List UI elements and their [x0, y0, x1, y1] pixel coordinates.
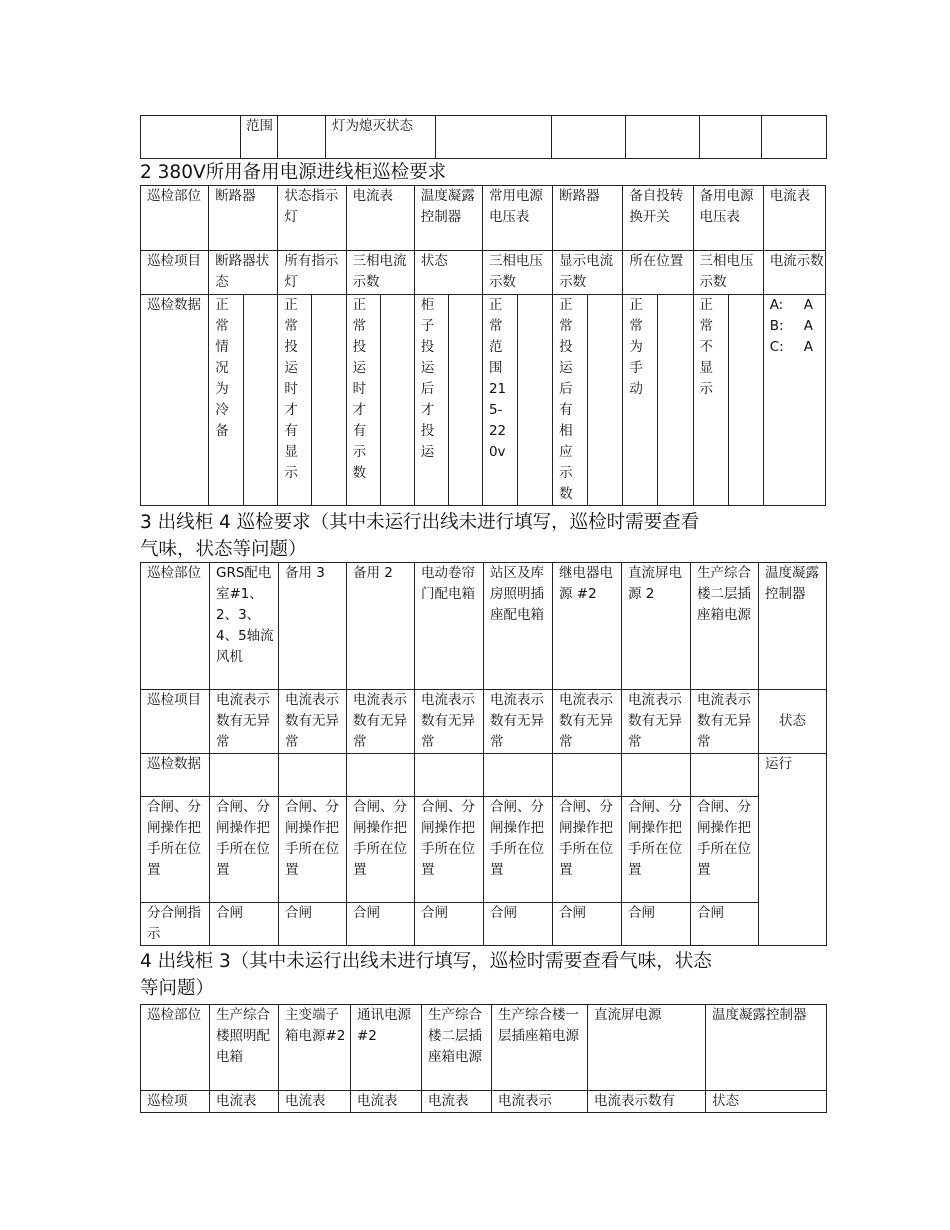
table-cell: 电流表示数有无异常: [347, 690, 415, 754]
section-2-heading: 2 380V所用备用电源进线柜巡检要求: [140, 162, 447, 183]
table-cell: [518, 295, 553, 506]
table-cell: 断路器: [209, 186, 278, 251]
section-4-table: [140, 1004, 827, 1113]
table-cell: [448, 295, 482, 506]
row-label: 巡检部位: [141, 1005, 210, 1091]
table-cell: 电流表: [422, 1091, 492, 1113]
table-cell: [691, 754, 759, 797]
row-label: 巡检项目: [141, 251, 209, 295]
table-cell: 状态: [706, 1091, 827, 1113]
table-cell: 电流表: [351, 1091, 422, 1113]
table-cell: 正常情况为冷备: [209, 295, 244, 506]
table-cell: 合闸: [622, 903, 691, 946]
table-cell: 电流表: [279, 1091, 351, 1113]
phase-c-row: C: A: [769, 339, 813, 355]
table-cell: 柜子投运后才投运: [414, 295, 448, 506]
table-cell: 所有指示灯: [278, 251, 346, 295]
table-cell: 备用 3: [279, 563, 347, 690]
table-cell: 电流表示数有无异常: [279, 690, 347, 754]
section-3-heading-line2: 气味，状态等问题）: [140, 539, 307, 560]
table-cell: 直流屏电源 2: [622, 563, 691, 690]
section-4-heading-line2: 等问题）: [140, 978, 215, 999]
table-cell: 电流表示: [492, 1091, 588, 1113]
table-cell: 合闸: [210, 903, 279, 946]
table-cell: 正常不显示: [693, 295, 728, 506]
table-cell: 状态: [759, 690, 827, 754]
table-cell: 合闸、分闸操作把手所在位置: [553, 797, 622, 903]
section-3-heading-line1: 3 出线柜 4 巡检要求（其中未运行出线未进行填写，巡检时需要查看: [140, 512, 700, 533]
table-cell: [244, 295, 278, 506]
phase-b-row: B: A: [769, 318, 813, 334]
table-cell: 合闸: [347, 903, 415, 946]
phase-a-row: A: A: [769, 297, 813, 313]
table-cell: 范围: [241, 116, 278, 159]
table-cell: 正常范围215-220v: [482, 295, 517, 506]
table-cell: [380, 295, 414, 506]
table-cell: 通讯电源 #2: [351, 1005, 422, 1091]
table-cell: 备自投转换开关: [623, 186, 693, 251]
row-label: 巡检部位: [141, 563, 210, 690]
phase-current-cell: [763, 295, 825, 506]
table-cell: [278, 116, 326, 159]
table-cell: 生产综合楼一层插座箱电源: [492, 1005, 588, 1091]
table-cell: 电流表: [763, 186, 825, 251]
table-cell: 正常投运后有相应示数: [553, 295, 588, 506]
table-cell: 合闸: [553, 903, 622, 946]
table-cell: 断路器: [553, 186, 623, 251]
table-cell: [552, 116, 626, 159]
table-cell: [415, 754, 484, 797]
table-cell: 显示电流示数: [553, 251, 623, 295]
table-cell: 正常为手动: [623, 295, 658, 506]
table-cell: 合闸、分闸操作把手所在位置: [622, 797, 691, 903]
table-cell: 断路器状态: [209, 251, 278, 295]
table-cell: 电流表示数有无异常: [622, 690, 691, 754]
row-label: 巡检项: [141, 1091, 210, 1113]
table-cell: 合闸: [691, 903, 759, 946]
section-4-heading-line1: 4 出线柜 3（其中未运行出线未进行填写，巡检时需要查看气味，状态: [140, 951, 712, 972]
table-cell: [484, 754, 553, 797]
table-cell: 电流表示数有无异常: [415, 690, 484, 754]
table-cell: [626, 116, 700, 159]
table-cell: 电流表示数有无异常: [691, 690, 759, 754]
table-cell: 电流表: [210, 1091, 279, 1113]
section-3-table: [140, 562, 827, 946]
table-cell: 所在位置: [623, 251, 693, 295]
table-cell: [210, 754, 279, 797]
table-cell: [347, 754, 415, 797]
table-cell: 合闸: [484, 903, 553, 946]
table-cell: 合闸、分闸操作把手所在位置: [484, 797, 553, 903]
table-cell: [622, 754, 691, 797]
table-cell: 合闸: [279, 903, 347, 946]
row-label: 分合闸指示: [141, 903, 210, 946]
table-cell: 正常投运时才有显示: [278, 295, 312, 506]
table-cell: [436, 116, 552, 159]
table-cell: 三相电流示数: [346, 251, 414, 295]
table-cell: 电流表: [346, 186, 414, 251]
table-cell: 温度凝露控制器: [759, 563, 827, 690]
table-cell: 电动卷帘门配电箱: [415, 563, 484, 690]
section-2-table: [140, 185, 826, 506]
table-cell: 温度凝露控制器: [414, 186, 482, 251]
table-cell: 生产综合楼照明配电箱: [210, 1005, 279, 1091]
table-cell: 三相电压示数: [482, 251, 552, 295]
table-cell: 继电器电源 #2: [553, 563, 622, 690]
table-cell: [588, 295, 623, 506]
table-cell: [762, 116, 827, 159]
table-cell: 电流表示数有无异常: [484, 690, 553, 754]
table-cell: 直流屏电源: [588, 1005, 706, 1091]
row-label: 合闸、分闸操作把手所在位置: [141, 797, 210, 903]
table-cell: 三相电压示数: [693, 251, 763, 295]
table-cell: [700, 116, 762, 159]
table-cell: 常用电源电压表: [482, 186, 552, 251]
table-cell: [658, 295, 693, 506]
table-cell: 备用电源电压表: [693, 186, 763, 251]
table-cell: GRS配电室#1、2、3、4、5轴流风机: [210, 563, 279, 690]
table-cell: [728, 295, 763, 506]
table-cell: 电流表示数有: [588, 1091, 706, 1113]
row-label: 巡检项目: [141, 690, 210, 754]
table-cell: 合闸、分闸操作把手所在位置: [691, 797, 759, 903]
table-cell: 电流示数: [763, 251, 825, 295]
table-cell: [312, 295, 346, 506]
table-cell: 电流表示数有无异常: [553, 690, 622, 754]
table-cell: 灯为熄灭状态: [326, 116, 436, 159]
table-cell: 合闸: [415, 903, 484, 946]
table-cell: 主变端子箱电源#2: [279, 1005, 351, 1091]
row-label: 巡检数据: [141, 295, 209, 506]
top-table: [140, 115, 827, 159]
table-cell: 合闸、分闸操作把手所在位置: [279, 797, 347, 903]
table-cell: 合闸、分闸操作把手所在位置: [210, 797, 279, 903]
table-cell: 状态: [414, 251, 482, 295]
row-label: 巡检数据: [141, 754, 210, 797]
table-cell: 合闸、分闸操作把手所在位置: [415, 797, 484, 903]
table-cell: 温度凝露控制器: [706, 1005, 827, 1091]
table-cell: 状态指示灯: [278, 186, 346, 251]
row-label: 巡检部位: [141, 186, 209, 251]
table-cell: 备用 2: [347, 563, 415, 690]
table-cell: 正常投运时才有示数: [346, 295, 380, 506]
table-cell: 生产综合楼二层插座箱电源: [422, 1005, 492, 1091]
table-cell: 电流表示数有无异常: [210, 690, 279, 754]
table-cell: [553, 754, 622, 797]
run-status-cell: 运行: [759, 754, 827, 946]
table-cell: [141, 116, 241, 159]
table-cell: 站区及库房照明插座配电箱: [484, 563, 553, 690]
table-cell: [279, 754, 347, 797]
table-cell: 合闸、分闸操作把手所在位置: [347, 797, 415, 903]
table-cell: 生产综合楼二层插座箱电源: [691, 563, 759, 690]
